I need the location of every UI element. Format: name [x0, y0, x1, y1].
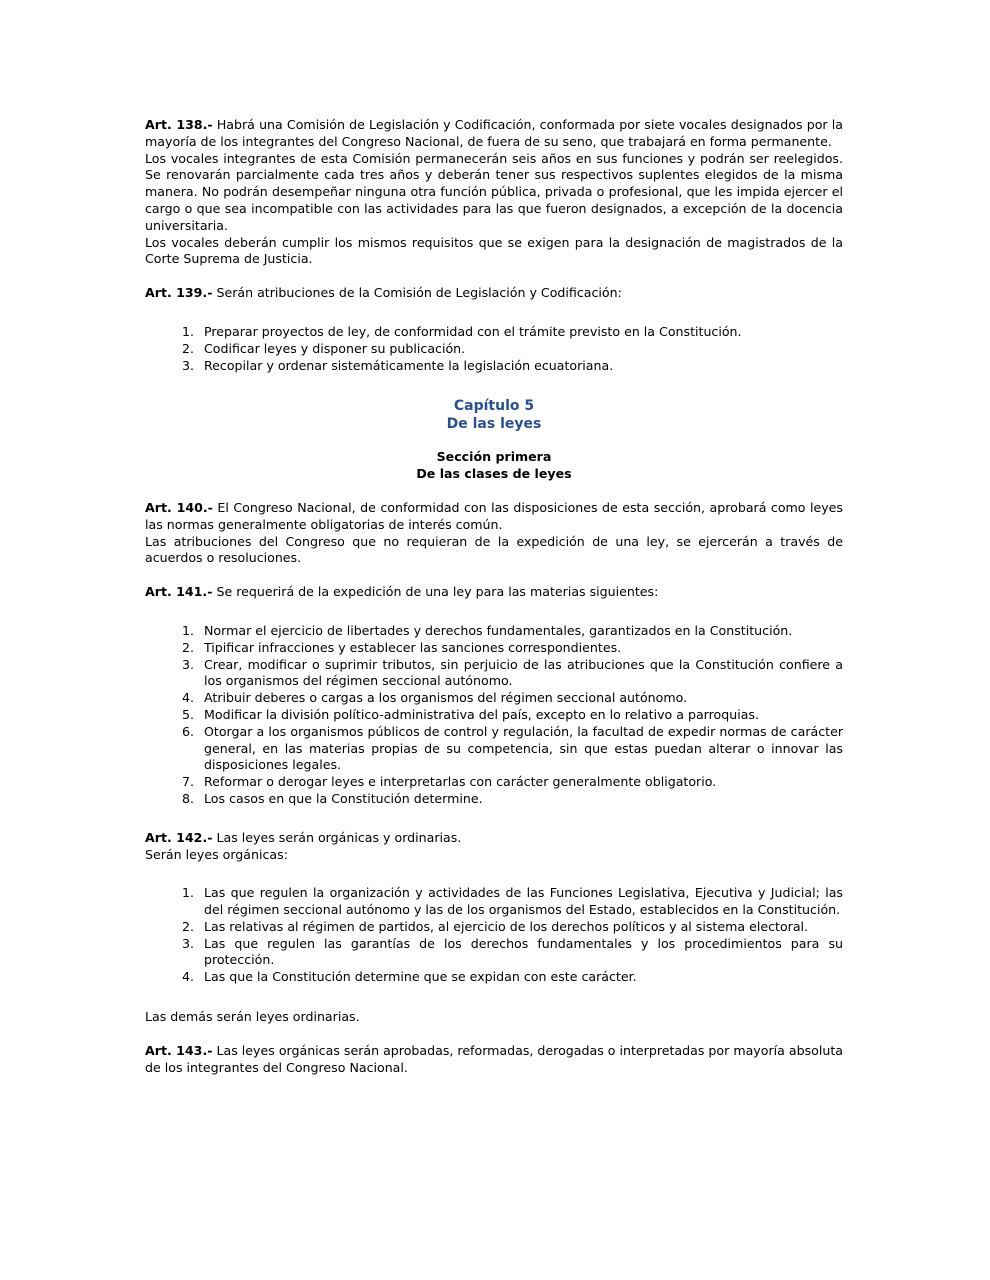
art-139-label: Art. 139.-	[145, 285, 213, 301]
art-141-paragraph	[145, 584, 843, 601]
art-138-text-1: Habrá una Comisión de Legislación y Codificación, conformada por siete vocales designados por la mayoría de los integrantes del Congreso Nacional, de fuera de su seno, que trabajará en forma permanente.	[145, 117, 843, 149]
chapter-title: De las leyes	[446, 416, 542, 433]
list-item-text: Las que regulen la organización y actividades de las Funciones Legislativa, Ejecutiva y Judicial; las del régimen seccional autónomo y las de los organismos del Estado, establecidos en la Constitución.	[204, 885, 843, 918]
list-item-text: Codificar leyes y disponer su publicación.	[204, 340, 466, 356]
list-item	[145, 640, 843, 657]
art-138-paragraph-2: Los vocales integrantes de esta Comisión permanecerán seis años en sus funciones y podrán ser reelegidos. Se renovarán parcialmente cada tres años y deberán tener sus respectivos suplentes elegidos de la misma manera. No podrán desempeñar ninguna otra función pública, privada o profesional, que les impida ejercer el cargo o que sea incompatible con las actividades para las que fueron designados, a excepción de la docencia universitaria.	[145, 150, 843, 233]
art-139-text: Serán atribuciones de la Comisión de Legislación y Codificación:	[216, 285, 622, 301]
list-item-number: 3.	[181, 935, 194, 951]
list-item-text: Los casos en que la Constitución determine.	[204, 790, 483, 806]
list-item-text: Recopilar y ordenar sistemáticamente la legislación ecuatoriana.	[204, 357, 614, 373]
list-item-number: 2.	[181, 918, 194, 934]
art-138-label: Art. 138.-	[145, 117, 213, 132]
list-item-number: 3.	[181, 357, 194, 373]
list-item	[145, 885, 843, 919]
art-140-paragraph-2: Las atribuciones del Congreso que no requieran de la expedición de una ley, se ejercerán a través de acuerdos o resoluciones.	[145, 533, 843, 566]
art-143-paragraph	[145, 1043, 843, 1077]
list-item-text: Otorgar a los organismos públicos de control y regulación, la facultad de expedir normas de carácter general, en las materias propias de su competencia, sin que estas puedan alterar o innovar las disposiciones legales.	[204, 723, 843, 773]
list-item	[145, 969, 843, 986]
list-item-number: 6.	[181, 723, 194, 739]
list-item-number: 5.	[181, 706, 194, 722]
list-item	[145, 657, 843, 691]
list-item-number: 7.	[181, 774, 194, 790]
art-143-text: Las leyes orgánicas serán aprobadas, reformadas, derogadas o interpretadas por mayoría absoluta de los integrantes del Congreso Nacional.	[145, 1042, 843, 1075]
list-item-text: Las relativas al régimen de partidos, al ejercicio de los derechos políticos y al sistema electoral.	[204, 918, 809, 934]
list-item	[145, 341, 843, 358]
art-140-text-1: El Congreso Nacional, de conformidad con las disposiciones de esta sección, aprobará como leyes las normas generalmente obligatorias de interés común.	[145, 499, 843, 532]
art-138-paragraph-1	[145, 117, 843, 151]
list-item-text: Preparar proyectos de ley, de conformidad con el trámite previsto en la Constitución.	[204, 323, 742, 339]
section-title: De las clases de leyes	[416, 466, 572, 482]
list-item	[145, 358, 843, 375]
art-142-closing: Las demás serán leyes ordinarias.	[145, 1009, 360, 1025]
list-item-text: Atribuir deberes o cargas a los organismos del régimen seccional autónomo.	[204, 690, 688, 706]
list-item-text: Normar el ejercicio de libertades y derechos fundamentales, garantizados en la Constitución.	[204, 622, 793, 638]
art-142-paragraph	[145, 830, 843, 847]
list-item-number: 3.	[181, 656, 194, 672]
list-item-number: 2.	[181, 340, 194, 356]
art-141-text: Se requerirá de la expedición de una ley para las materias siguientes:	[216, 584, 659, 600]
list-item	[145, 707, 843, 724]
art-139-list	[145, 324, 843, 374]
list-item-number: 1.	[181, 323, 194, 339]
list-item-text: Reformar o derogar leyes e interpretarlas con carácter generalmente obligatorio.	[204, 774, 717, 790]
art-138-paragraph-3: Los vocales deberán cumplir los mismos requisitos que se exigen para la designación de magistrados de la Corte Suprema de Justicia.	[145, 234, 843, 267]
list-item-number: 4.	[181, 969, 194, 985]
list-item	[145, 724, 843, 774]
art-142-label: Art. 142.-	[145, 829, 213, 845]
list-item-text: Las que regulen las garantías de los derechos fundamentales y los procedimientos para su protección.	[204, 935, 843, 968]
list-item-number: 1.	[181, 622, 194, 638]
list-item	[145, 774, 843, 791]
art-142-text: Las leyes serán orgánicas y ordinarias.	[216, 829, 462, 845]
list-item	[145, 791, 843, 808]
list-item	[145, 324, 843, 341]
art-141-list	[145, 623, 843, 808]
list-item-number: 8.	[181, 790, 194, 806]
art-140-paragraph-1	[145, 500, 843, 534]
art-141-label: Art. 141.-	[145, 584, 213, 600]
section-number: Sección primera	[436, 449, 552, 465]
list-item-text: Modificar la división político-administrativa del país, excepto en lo relativo a parroquias.	[204, 706, 759, 722]
art-142-list	[145, 885, 843, 986]
list-item-number: 1.	[181, 885, 194, 901]
list-item-number: 2.	[181, 639, 194, 655]
art-139-paragraph	[145, 285, 843, 302]
document-page	[145, 117, 843, 1076]
list-item	[145, 623, 843, 640]
art-140-label: Art. 140.-	[145, 499, 213, 515]
list-item-text: Las que la Constitución determine que se expidan con este carácter.	[204, 969, 637, 985]
list-item	[145, 919, 843, 936]
chapter-number: Capítulo 5	[453, 398, 535, 415]
list-item-number: 4.	[181, 690, 194, 706]
list-item-text: Crear, modificar o suprimir tributos, sin perjuicio de las atribuciones que la Constitución confiere a los organismos del régimen seccional autónomo.	[204, 656, 843, 689]
list-item	[145, 936, 843, 970]
list-item-text: Tipificar infracciones y establecer las sanciones correspondientes.	[204, 639, 622, 655]
list-item	[145, 690, 843, 707]
art-143-label: Art. 143.-	[145, 1042, 213, 1058]
art-142-paragraph-2: Serán leyes orgánicas:	[145, 846, 288, 862]
